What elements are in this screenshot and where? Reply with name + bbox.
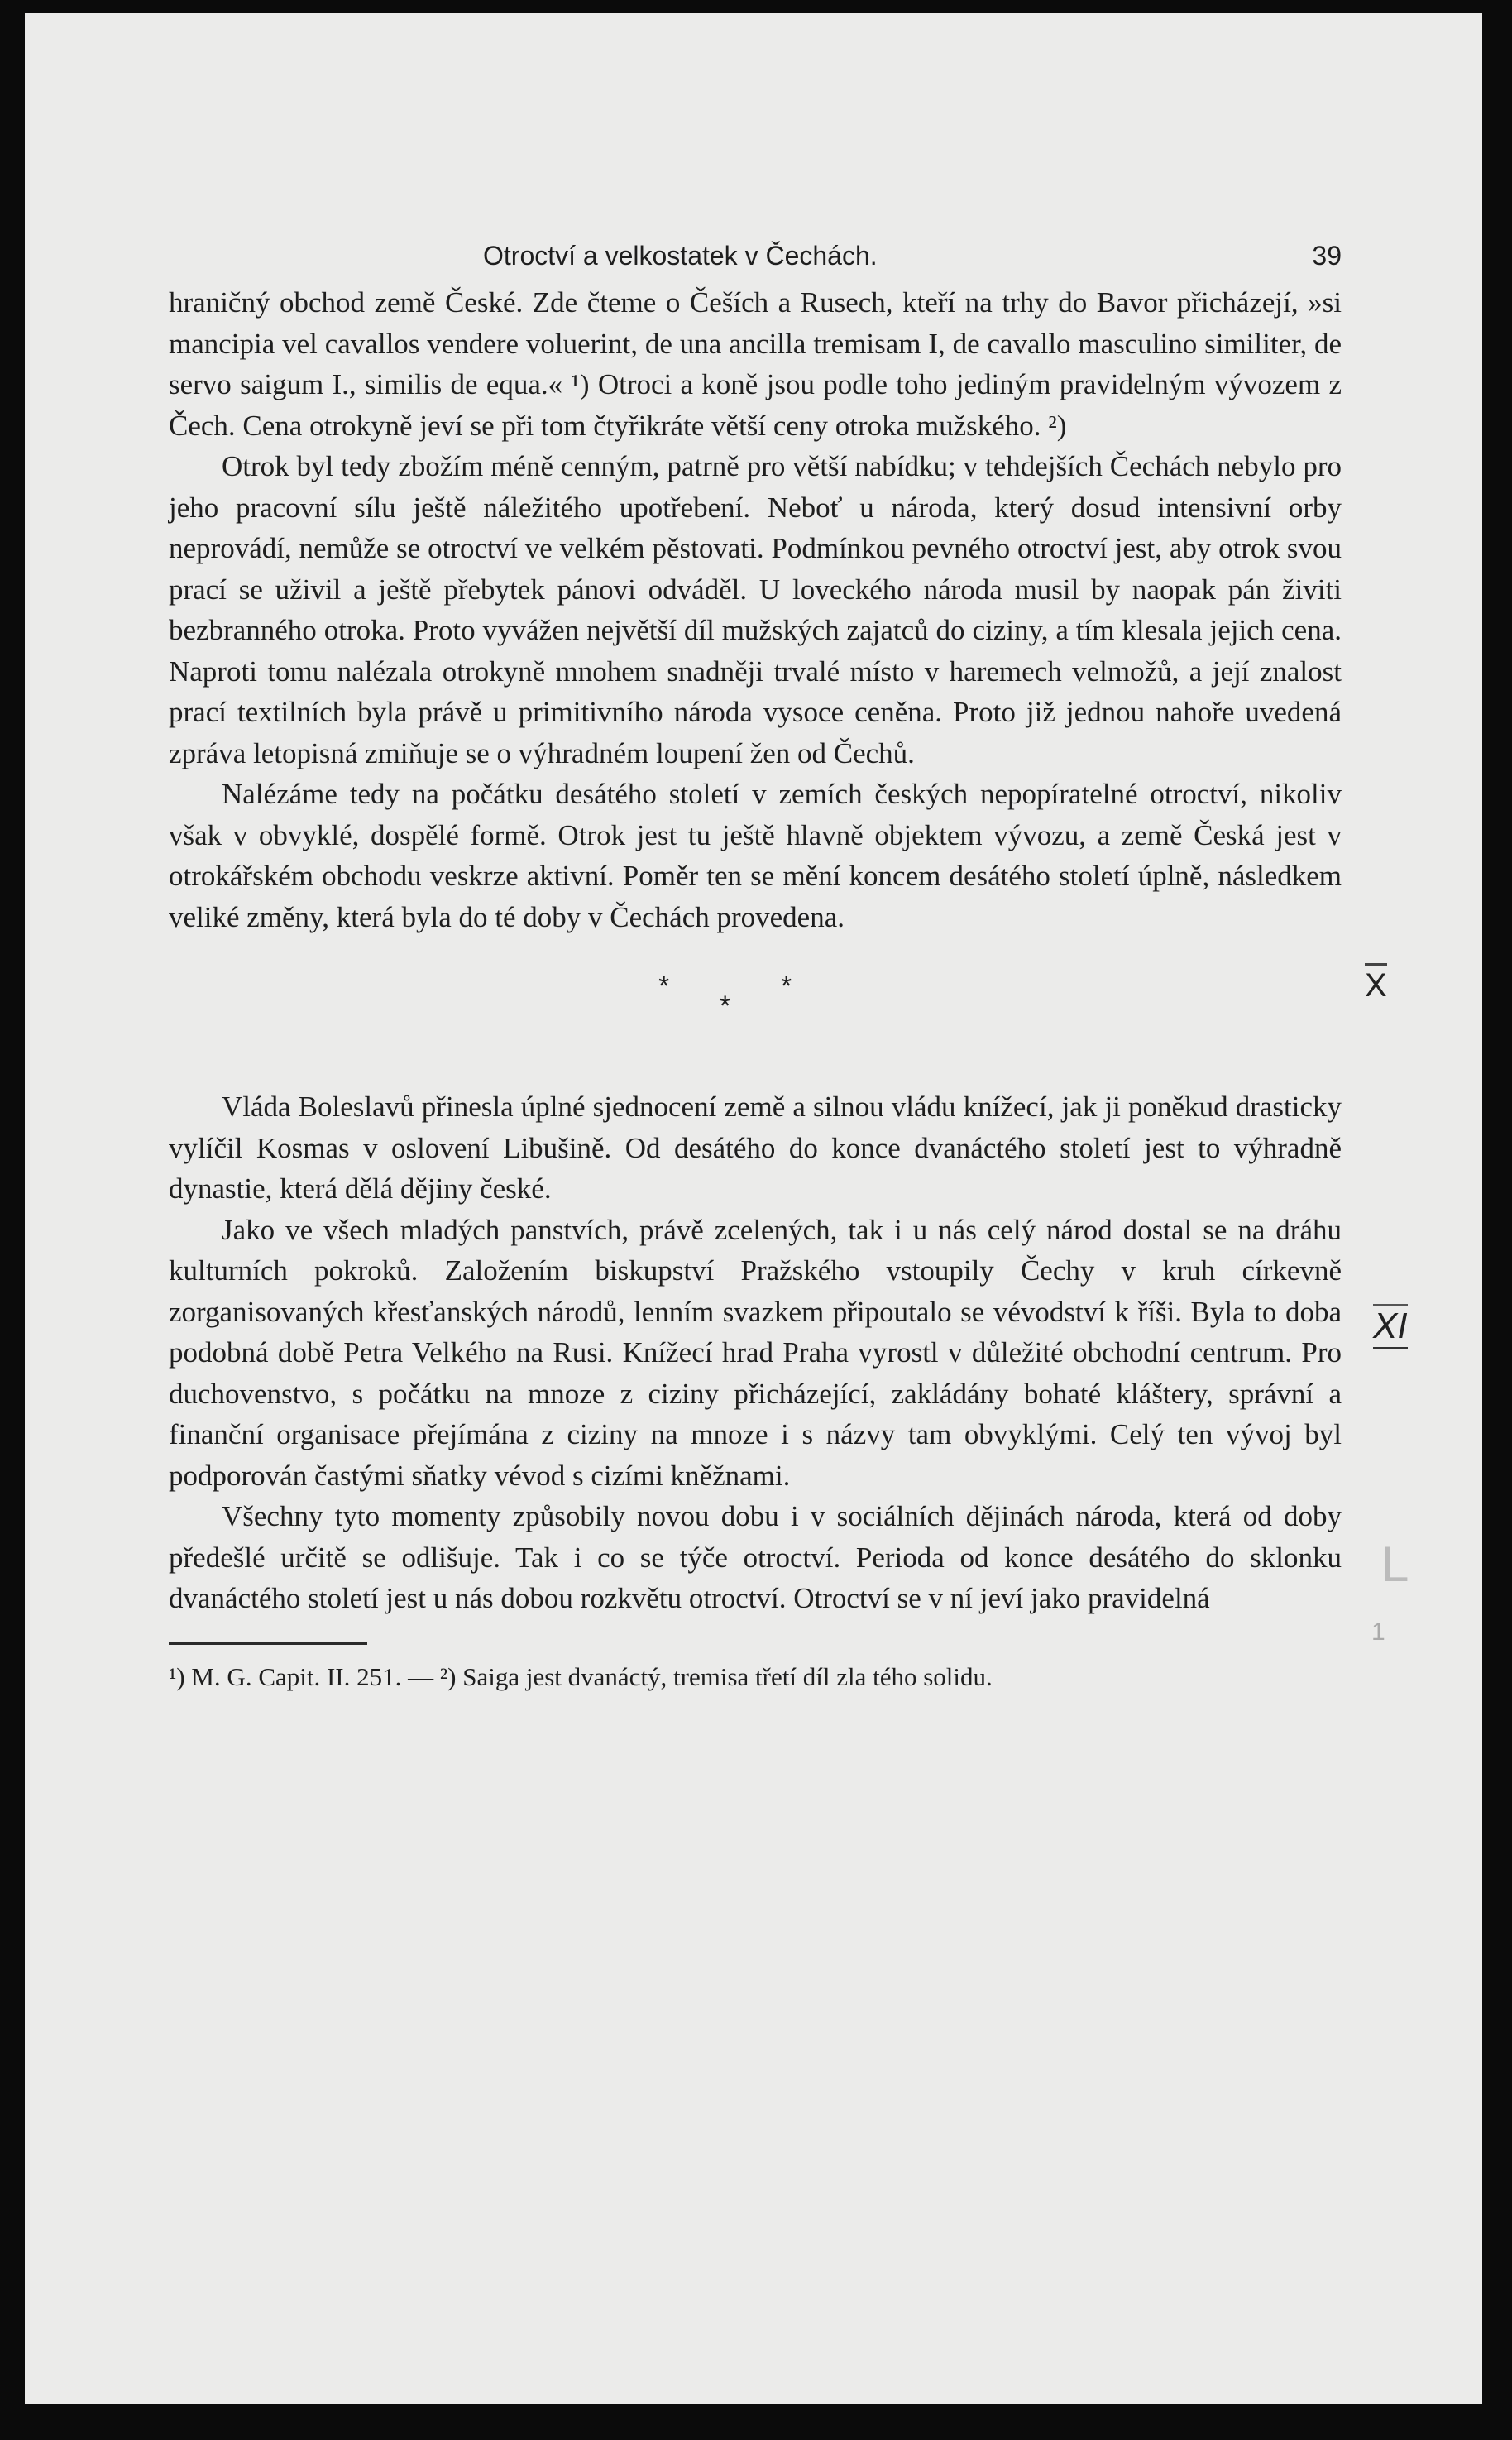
paragraph-3: Nalézáme tedy na počátku desátého století v zemích českých nepopíratelné otroctví, nikoliv však v obvyklé, dospělé formě. Otrok jest tu ještě hlavně objektem vývozu, a země Česká jest v otrokářském obchodu veskrze aktivní. Poměr ten se mění koncem desátého století úplně, následkem veliké změny, která byla do té doby v Čechách provedena.	[169, 778, 1342, 933]
page-content	[169, 224, 1342, 1695]
margin-annotation-l: L	[1381, 1536, 1409, 1592]
margin-annotation-x: X	[1365, 963, 1387, 1004]
margin-annotation-xi: XI	[1373, 1304, 1408, 1349]
section-separator	[169, 937, 1342, 1086]
paragraph-2: Otrok byl tedy zbožím méně cenným, patrně pro větší nabídku; v tehdejších Čechách nebylo pro jeho pracovní sílu ještě náležitého upotřebení. Neboť u národa, který dosud intensivní orby neprovádí, nemůže se otroctví ve velkém pěstovati. Podmínkou pevného otroctví jest, aby otrok svou prací se uživil a ještě přebytek pánovi odváděl. U loveckého národa musil by naopak pán živiti bezbranného otroka. Proto vyvážen největší díl mužských zajatců do ciziny, a tím klesala jejich cena. Naproti tomu nalézala otrokyně mnohem snadněji trvalé místo v haremech velmožů, a její znalost prací textilních byla právě u primitivního národa vysoce ceněna. Proto již jednou nahoře uvedená zpráva letopisná zmiňuje se o výhradném loupení žen od Čechů.	[169, 450, 1342, 769]
body-text-section-2	[169, 1086, 1342, 1619]
running-head-title: Otroctví a velkostatek v Čechách.	[483, 241, 878, 271]
asterisk: *	[720, 990, 731, 1022]
running-head	[169, 224, 1342, 282]
asterisk: *	[781, 971, 792, 1002]
page-number: 39	[1312, 241, 1342, 271]
margin-annotation-1: 1	[1371, 1618, 1385, 1646]
paragraph-4: Vláda Boleslavů přinesla úplné sjednocení země a silnou vládu knížecí, jak ji poněkud drasticky vylíčil Kosmas v oslovení Libušině. Od desátého do konce dvanáctého století jest to výhradně dynastie, která dělá dějiny české.	[169, 1091, 1342, 1205]
scanned-page	[25, 13, 1482, 2404]
paragraph-1: hraničný obchod země České. Zde čteme o Češích a Rusech, kteří na trhy do Bavor přicházejí, »si mancipia vel cavallos vendere voluerint, de una ancilla tremisam I, de cavallo masculino similiter, de servo saigum I., similis de equa.« ¹) Otroci a koně jsou podle toho jediným pravidelným vývozem z Čech. Cena otrokyně jeví se při tom čtyřikráte větší ceny otroka mužského. ²)	[169, 286, 1342, 442]
body-text	[169, 282, 1342, 937]
footnote: ¹) M. G. Capit. II. 251. — ²) Saiga jest dvanáctý, tremisa třetí díl zla tého solidu.	[169, 1661, 993, 1691]
asterisk: *	[658, 971, 670, 1002]
footnote-divider	[169, 1642, 367, 1645]
paragraph-6: Všechny tyto momenty způsobily novou dobu i v sociálních dějinách národa, která od doby předešlé určitě se odlišuje. Tak i co se týče otroctví. Perioda od konce desátého do sklonku dvanáctého století jest u nás dobou rozkvětu otroctví. Otroctví se v ní jeví jako pravidelná	[169, 1500, 1342, 1614]
paragraph-5: Jako ve všech mladých panstvích, právě zcelených, tak i u nás celý národ dostal se na dráhu kulturních pokroků. Založením biskupství Pražského vstoupily Čechy v kruh církevně zorganisovaných křesťanských národů, lenním svazkem připoutalo se vévodství k říši. Byla to doba podobná době Petra Velkého na Rusi. Knížecí hrad Praha vyrostl v důležité obchodní centrum. Pro duchovenstvo, s počátku na mnoze z ciziny přicházející, zakládány bohaté kláštery, správní a finanční organisace přejímána z ciziny na mnoze i s názvy tam obvyklými. Celý ten vývoj byl podporován častými sňatky vévod s cizími kněžnami.	[169, 1213, 1342, 1492]
